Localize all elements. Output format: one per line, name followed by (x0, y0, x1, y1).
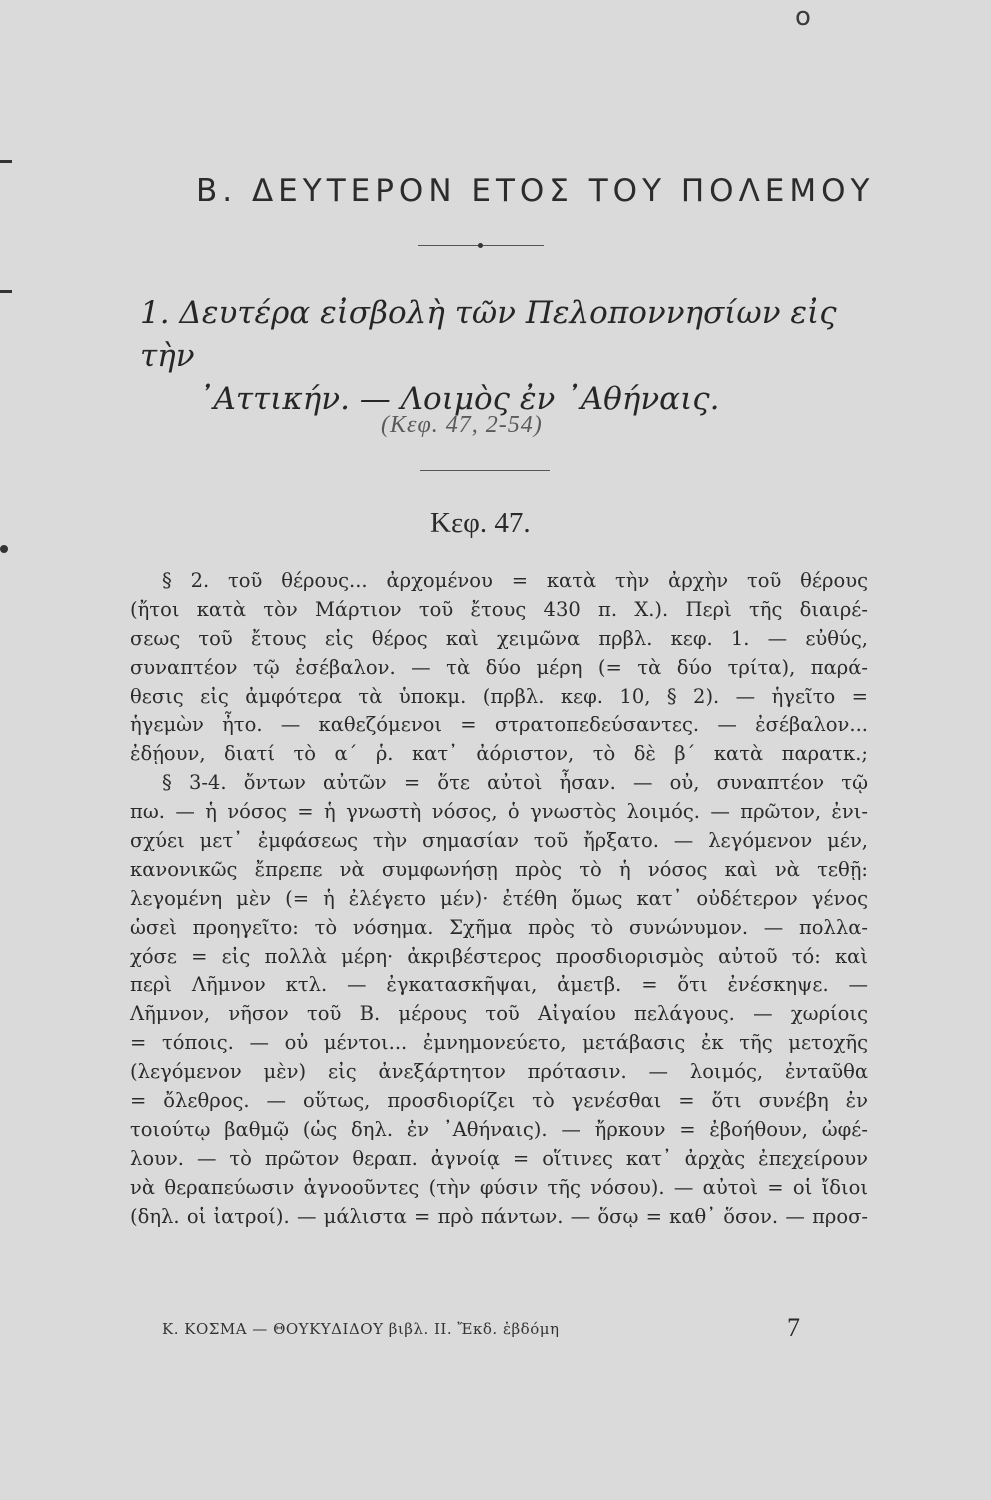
commentary-text (130, 567, 868, 1231)
text-line: τοιούτῳ βαθμῷ (ὡς δηλ. ἐν ᾿Αθήναις). — ἤρκουν = ἐβοήθουν, ὠφέ- (130, 1117, 868, 1141)
text-line: κανονικῶς ἔπρεπε νὰ συμφωνήσῃ πρὸς τὸ ἡ νόσος καὶ νὰ τεθῇ: (130, 857, 868, 881)
text-line: πω. — ἡ νόσος = ἡ γνωστὴ νόσος, ὁ γνωστὸς λοιμός. — πρῶτον, ἐνι- (130, 800, 868, 824)
text-line: συναπτέον τῷ ἐσέβαλον. — τὰ δύο μέρη (= τὰ δύο τρίτα), παρά- (130, 655, 868, 679)
page-footer: Κ. ΚΟΣΜΑ — ΘΟΥΚΥΔΙΔΟΥ βιβλ. ΙΙ. Ἔκδ. ἑβδόμη (162, 1320, 560, 1338)
text-line: σχύει μετ᾿ ἐμφάσεως τὴν σημασίαν τοῦ ἤρξατο. — λεγόμενον μέν, (130, 829, 868, 853)
text-line: Λῆμνον, νῆσον τοῦ Β. μέρους τοῦ Αἰγαίου πελάγους. — χωρίοις (130, 1002, 868, 1026)
section-title: B. ΔΕΥΤΕΡΟΝ ΕΤΟΣ ΤΟΥ ΠΟΛΕΜΟΥ (196, 173, 875, 209)
text-line: § 3-4. ὄντων αὐτῶν = ὅτε αὐτοὶ ἦσαν. — οὐ, συναπτέον τῷ (162, 771, 868, 795)
chapter-reference: (Κεφ. 47, 2-54) (381, 412, 543, 438)
chapter-heading-line: ᾿Αττικήν. — Λοιμὸς ἐν ᾿Αθήναις. (198, 381, 720, 417)
text-line: λουν. — τὸ πρῶτον θεραπ. ἀγνοίᾳ = οἵτινες κατ᾿ ἀρχὰς ἐπεχείρουν (130, 1146, 868, 1170)
text-line: σεως τοῦ ἔτους εἰς θέρος καὶ χειμῶνα πρβλ. κεφ. 1. — εὐθύς, (130, 626, 868, 650)
divider (420, 470, 550, 471)
text-line: (ἤτοι κατὰ τὸν Μάρτιον τοῦ ἔτους 430 π. Χ.). Περὶ τῆς διαιρέ- (130, 597, 868, 621)
text-line: § 2. τοῦ θέρους... ἀρχομένου = κατὰ τὴν ἀρχὴν τοῦ θέρους (162, 569, 868, 592)
binding-mark (0, 545, 8, 553)
text-line: (δηλ. οἱ ἰατροί). — μάλιστα = πρὸ πάντων. — ὅσῳ = καθ᾿ ὅσον. — προσ- (130, 1204, 868, 1228)
divider (418, 245, 544, 246)
binding-mark (0, 160, 12, 163)
text-line: ὡσεὶ προηγεῖτο: τὸ νόσημα. Σχῆμα πρὸς τὸ συνώνυμον. — πολλα- (130, 915, 868, 939)
text-line: νὰ θεραπεύωσιν ἀγνοοῦντες (τὴν φύσιν τῆς νόσου). — αὐτοὶ = οἱ ἴδιοι (130, 1175, 868, 1199)
page-number: 7 (787, 1313, 800, 1342)
chapter-heading-line: 1. Δευτέρα εἰσβολὴ τῶν Πελοποννησίων εἰς τὴν (140, 295, 837, 374)
text-line: ἡγεμὼν ἦτο. — καθεζόμενοι = στρατοπεδεύσαντες. — ἐσέβαλον... (130, 713, 868, 737)
kef-heading: Κεφ. 47. (430, 507, 531, 539)
text-line: χόσε = εἰς πολλὰ μέρη· ἀκριβέστερος προσδιορισμὸς αὐτοῦ τό: καὶ (130, 944, 868, 968)
text-line: = ὄλεθρος. — οὕτως, προσδιορίζει τὸ γενέσθαι = ὅτι συνέβη ἐν (130, 1089, 868, 1113)
text-line: (λεγόμενον μὲν) εἰς ἀνεξάρτητον πρότασιν. — λοιμός, ἐνταῦθα (130, 1060, 868, 1084)
text-line: = τόποις. — οὐ μέντοι... ἐμνημονεύετο, μετάβασις ἐκ τῆς μετοχῆς (130, 1031, 868, 1055)
text-line: θεσις εἰς ἀμφότερα τὰ ὑποκμ. (πρβλ. κεφ. 10, § 2). — ἡγεῖτο = (130, 684, 868, 708)
binding-mark (0, 290, 12, 293)
chapter-heading (140, 292, 900, 421)
corner-mark: o (795, 2, 811, 32)
text-line: ἐδῄουν, διατί τὸ α΄ ῥ. κατ᾿ ἀόριστον, τὸ δὲ β΄ κατὰ παρατκ.; (130, 742, 868, 766)
divider-dot (478, 243, 483, 248)
text-line: περὶ Λῆμνον κτλ. — ἐγκατασκῆψαι, ἀμετβ. = ὅτι ἐνέσκηψε. — (130, 973, 868, 997)
text-line: λεγομένη μὲν (= ἡ ἐλέγετο μέν)· ἐτέθη ὅμως κατ᾿ οὐδέτερον γένος (130, 886, 868, 910)
